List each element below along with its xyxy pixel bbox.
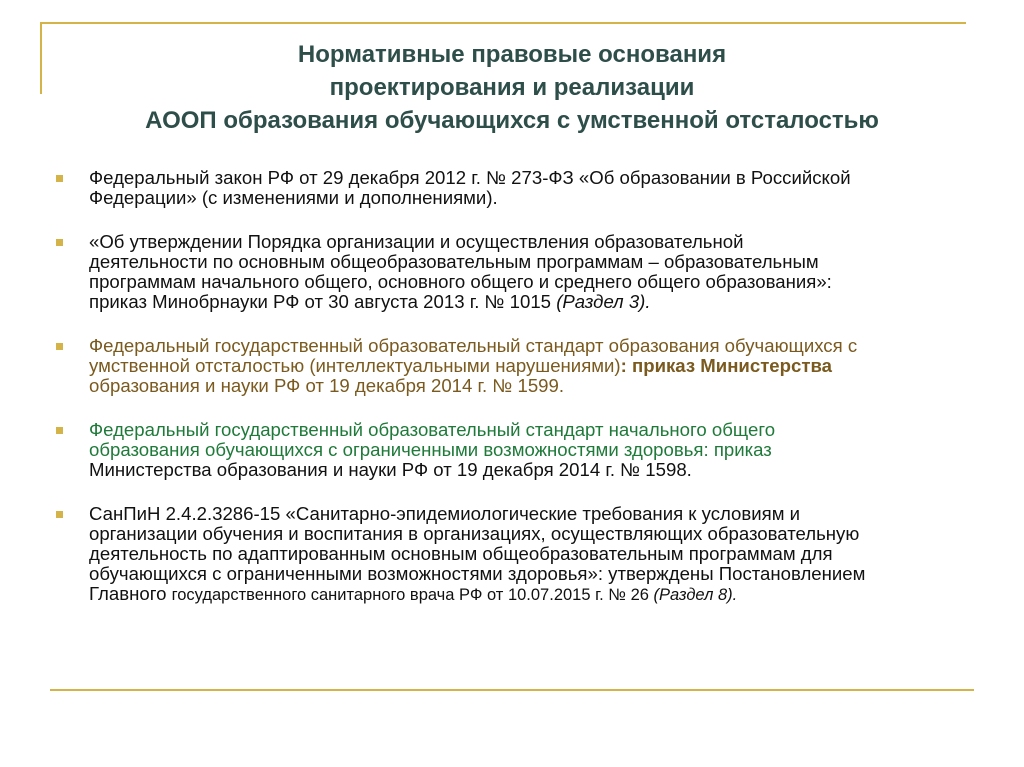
item-line: Министерства образования и науки РФ от 19 декабря 2014 г. № 1598. (89, 459, 692, 480)
item-line: образования и науки РФ от 19 декабря 2014 г. № 1599. (89, 375, 565, 396)
title-line-1: Нормативные правовые основания (297, 41, 727, 68)
item-line: Федеральный государственный образовательный стандарт начального общего (89, 419, 776, 440)
title-line-3: АООП образования обучающихся с умственной отсталостью (145, 107, 879, 134)
legal-basis-list (52, 168, 992, 629)
item-text: Главного (89, 583, 172, 604)
title-line-2: проектирования и реализации (329, 74, 695, 101)
square-bullet-icon (56, 343, 63, 350)
item-line: Федерации» (с изменениями и дополнениями). (89, 187, 498, 208)
square-bullet-icon (56, 427, 63, 434)
section-ref: (Раздел 8). (653, 586, 738, 604)
square-bullet-icon (56, 511, 63, 518)
list-item-fgos-1598 (52, 420, 992, 480)
item-text: приказ Минобрнауки РФ от 30 августа 2013 г. № 1015 (89, 291, 557, 312)
item-line: обучающихся с ограниченными возможностями здоровья»: утверждены Постановлением (89, 563, 866, 584)
item-text: государственного санитарного врача РФ от 10.07.2015 г. № 26 (171, 586, 654, 604)
left-rule (40, 22, 42, 94)
square-bullet-icon (56, 175, 63, 182)
item-line: СанПиН 2.4.2.3286-15 «Санитарно-эпидемиологические требования к условиям и (89, 503, 801, 524)
item-line: деятельности по основным общеобразовательным программам – образовательным (89, 251, 819, 272)
bottom-rule (50, 689, 974, 691)
square-bullet-icon (56, 239, 63, 246)
section-ref: (Раздел 3). (556, 291, 651, 312)
top-rule (40, 22, 966, 24)
list-item-sanpin (52, 504, 992, 605)
slide-title (62, 38, 962, 137)
list-item-order-1015 (52, 232, 992, 312)
list-item-fgos-1599 (52, 336, 992, 396)
item-line (89, 356, 992, 376)
item-line: Федеральный государственный образовательный стандарт образования обучающихся с (89, 335, 858, 356)
item-line: деятельность по адаптированным основным общеобразовательным программам для (89, 543, 833, 564)
item-line: «Об утверждении Порядка организации и осуществления образовательной (89, 231, 744, 252)
item-line: Федеральный закон РФ от 29 декабря 2012 г. № 273-ФЗ «Об образовании в Российской (89, 167, 851, 188)
item-text: умственной отсталостью (интеллектуальными нарушениями) (89, 355, 621, 376)
list-item-federal-law (52, 168, 992, 208)
item-line: программам начального общего, основного общего и среднего общего образования»: (89, 271, 832, 292)
item-line: организации обучения и воспитания в организациях, осуществляющих образовательную (89, 523, 860, 544)
item-line: образования обучающихся с ограниченными возможностями здоровья: приказ (89, 439, 772, 460)
item-line (89, 292, 992, 312)
item-line (89, 584, 992, 605)
item-text: : приказ Министерства (620, 355, 832, 376)
